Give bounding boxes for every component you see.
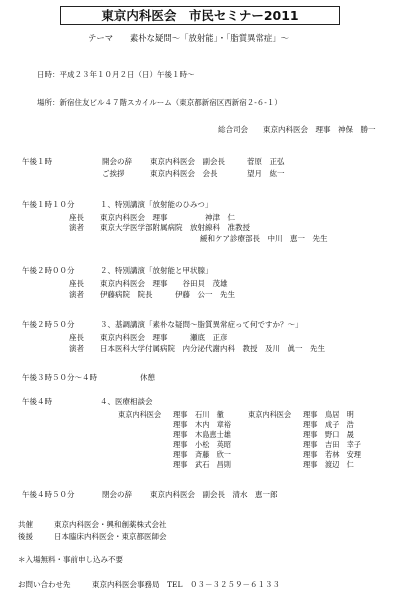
lecture2-heading: ２、特別講演「放射能と甲状腺」	[100, 266, 213, 275]
keynote-speaker: 日本医科大学付属病院 内分泌代謝内科 教授 及川 眞一 先生	[100, 344, 325, 353]
sponsor: 東京内科医会・興和創薬株式会社	[54, 520, 167, 529]
consultation-table	[118, 410, 378, 470]
greeting-name: 望月 紘一	[247, 169, 285, 178]
time-1400: 午後２時００分	[22, 266, 75, 275]
page-title: 東京内科医会 市民セミナー2011	[101, 8, 299, 23]
contact-info: 東京内科医会事務局 TEL ０３－３２５９－６１３３	[92, 580, 280, 589]
lecture2-speaker-label: 演者	[69, 290, 84, 299]
consult-row: 理事 木内 章裕 理事 成子 浩	[173, 420, 354, 429]
lecture1-heading: １、特別講演「放射能のひみつ」	[100, 200, 213, 209]
sponsor-label: 共催	[18, 520, 33, 529]
consult-row: 理事 木島恵士雄 理事 野口 晟	[173, 430, 354, 439]
closing-label: 閉会の辞	[102, 490, 132, 499]
time-1550: 午後３時５０分～４時	[22, 373, 97, 382]
greeting-label: ご挨拶	[102, 169, 125, 178]
keynote-speaker-label: 演者	[69, 344, 84, 353]
admission-note: ＊入場無料・事前申し込み不要	[18, 555, 123, 564]
lecture2-speaker: 伊藤病院 院長 伊藤 公一 先生	[100, 290, 235, 299]
contact-label: お問い合わせ先	[18, 580, 71, 589]
keynote-chair: 東京内科医会 理事 瀬底 正彦	[100, 333, 228, 342]
lecture1-speaker-title: 緩和ケア診療部長 中川 恵一 先生	[200, 234, 328, 243]
time-1650: 午後４時５０分	[22, 490, 75, 499]
event-venue: 場所：新宿住友ビル４７階スカイルーム（東京都新宿区西新宿２-６-１）	[37, 98, 282, 107]
lecture2-chair-label: 座長	[69, 279, 84, 288]
time-1450: 午後２時５０分	[22, 320, 75, 329]
lecture1-speaker-label: 演者	[69, 223, 84, 232]
break-label: 休憩	[140, 373, 155, 382]
consultation-heading: ４、医療相談会	[100, 397, 153, 406]
time-1300: 午後１時	[22, 157, 52, 166]
closing-org: 東京内科医会 副会長 清水 恵一郎	[150, 490, 278, 499]
keynote-heading: ３、基調講演「素朴な疑問～脂質異常症って何ですか？～」	[100, 320, 303, 329]
lecture1-chair: 東京内科医会 理事 神津 仁	[100, 213, 235, 222]
time-1310: 午後１時１０分	[22, 200, 75, 209]
supporter: 日本臨床内科医会・東京都医師会	[54, 532, 167, 541]
time-1600: 午後４時	[22, 397, 52, 406]
supporter-label: 後援	[18, 532, 33, 541]
opening-label: 開会の辞	[102, 157, 132, 166]
consult-row: 東京内科医会 理事 石川 徹 東京内科医会 理事 鳥居 明	[118, 410, 354, 419]
opening-name: 菅原 正弘	[247, 157, 285, 166]
lecture2-chair: 東京内科医会 理事 谷田貝 茂雄	[100, 279, 228, 288]
lecture1-speaker: 東京大学医学部附属病院 放射線科 准教授	[100, 223, 250, 232]
lecture1-chair-label: 座長	[69, 213, 84, 222]
consult-row: 理事 小松 英昭 理事 吉田 幸子	[173, 440, 361, 449]
seminar-theme: テーマ 素朴な疑問～「放射能」・「脂質異常症」～	[88, 33, 289, 43]
consult-row: 理事 武石 昌則 理事 渡辺 仁	[173, 460, 354, 469]
event-datetime: 日時：平成２３年１０月２日（日）午後１時～	[37, 70, 195, 79]
moderator: 総合司会 東京内科医会 理事 神保 勝一	[218, 125, 376, 134]
greeting-org: 東京内科医会 会長	[150, 169, 218, 178]
keynote-chair-label: 座長	[69, 333, 84, 342]
opening-org: 東京内科医会 副会長	[150, 157, 225, 166]
consult-row: 理事 斉藤 欣一 理事 若林 安理	[173, 450, 361, 459]
